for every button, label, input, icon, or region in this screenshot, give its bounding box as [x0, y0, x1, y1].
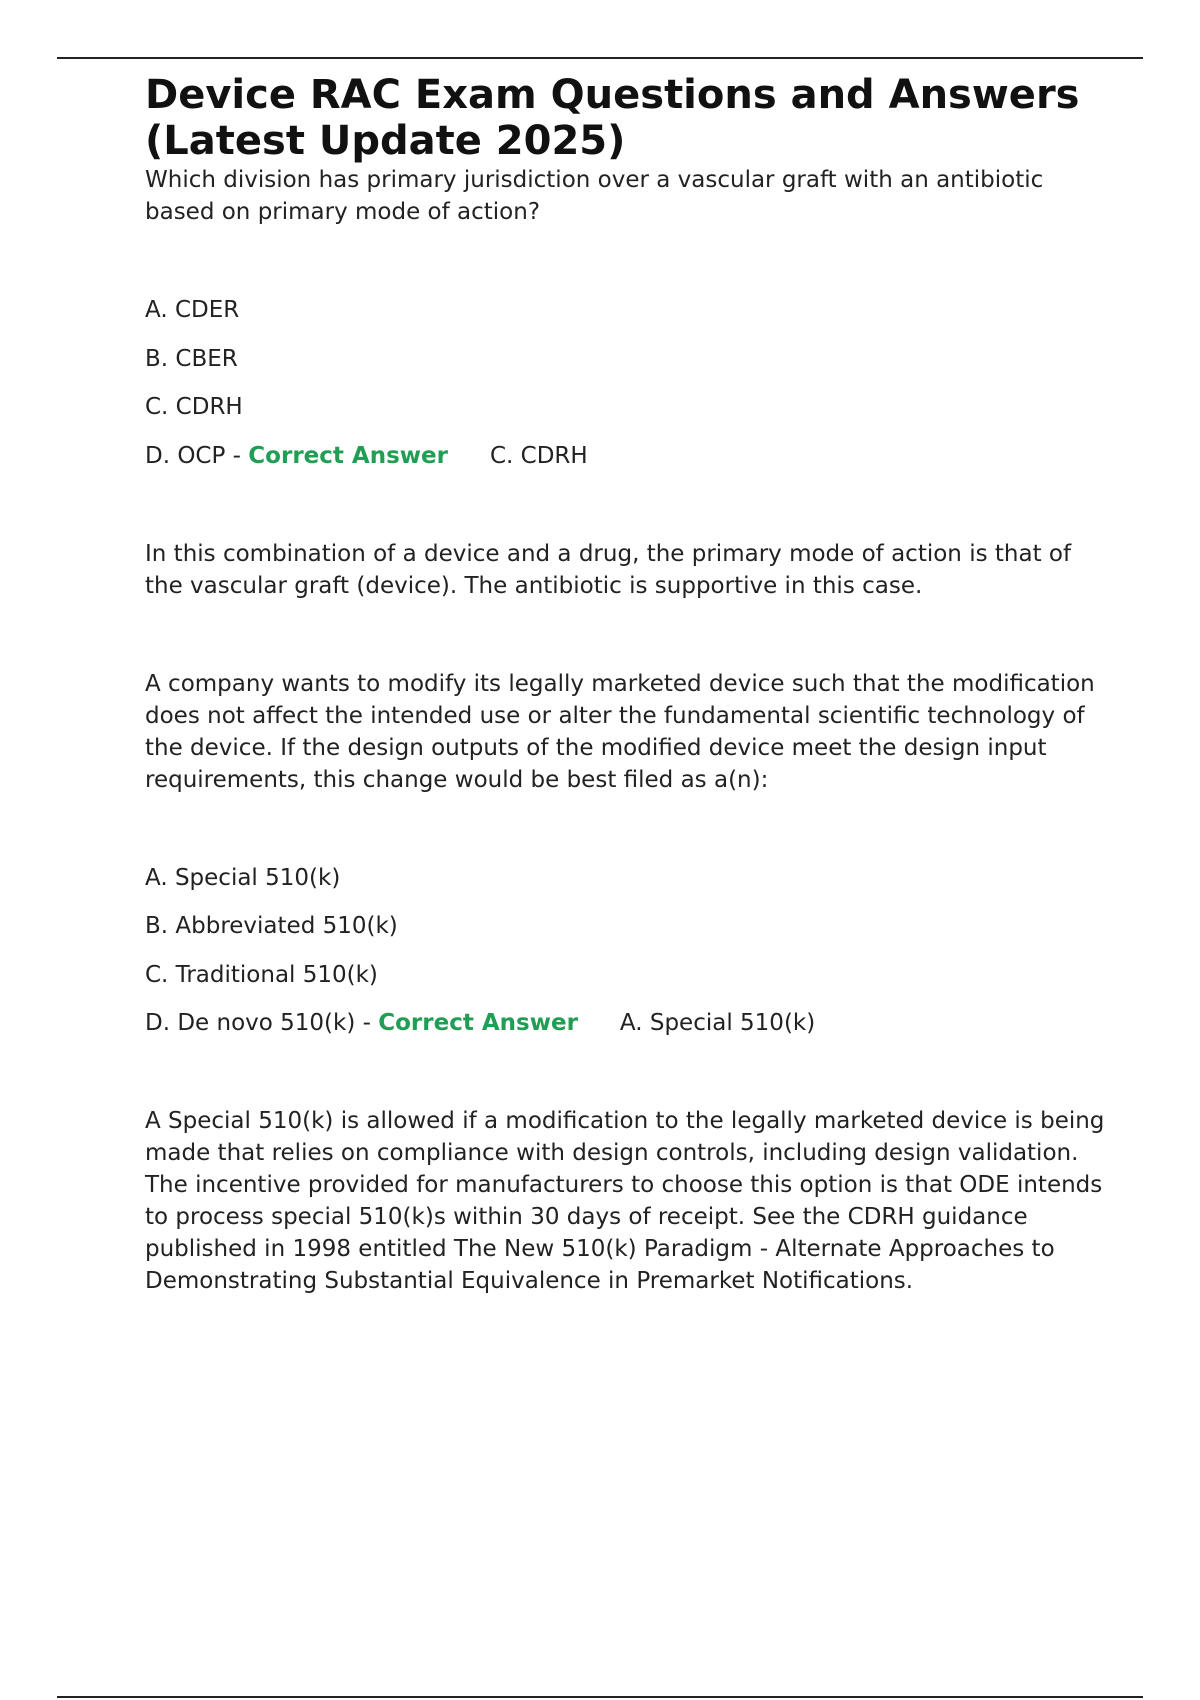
question-2 — [145, 668, 1105, 1298]
option-a — [145, 862, 1105, 894]
option-text: A. CDER — [145, 297, 240, 323]
question-prompt: Which division has primary jurisdiction over a vascular graft with an antibiotic based on primary mode of action? — [145, 167, 1044, 225]
option-text: D. OCP - — [145, 442, 241, 469]
option-d — [145, 1007, 1105, 1039]
option-b — [145, 910, 1105, 942]
option-list — [145, 294, 1105, 472]
option-a — [145, 294, 1105, 326]
answer-explanation: A Special 510(k) is allowed if a modification to the legally marketed device is being made that relies on compliance with design controls, including design validation. The incentive provided for manufacturers to choose this option is that ODE intends to process special 510(k)s within 30 days of receipt. See the CDRH guidance published in 1998 entitled The New 510(k) Paradigm - Alternate Approaches to Demonstrating Substantial Equivalence in Premarket Notifications. — [145, 1108, 1105, 1294]
option-text: C. CDRH — [145, 394, 243, 420]
option-text: C. Traditional 510(k) — [145, 961, 378, 988]
top-rule — [57, 57, 1143, 59]
answer-value: C. CDRH — [489, 442, 588, 469]
option-list — [145, 862, 1105, 1040]
answer-explanation: In this combination of a device and a drug, the primary mode of action is that of the vascular graft (device). The antibiotic is supportive in this case. — [145, 540, 1072, 599]
document-body — [145, 72, 1105, 1297]
option-b — [145, 343, 1105, 375]
question-1 — [145, 164, 1105, 602]
option-text: B. Abbreviated 510(k) — [145, 913, 398, 939]
bottom-rule — [57, 1696, 1143, 1698]
option-c — [145, 391, 1105, 423]
option-d — [145, 440, 1105, 472]
option-c — [145, 959, 1105, 991]
document-title: Device RAC Exam Questions and Answers (Latest Update 2025) — [145, 72, 1080, 164]
option-text: A. Special 510(k) — [145, 864, 341, 891]
correct-answer-label: Correct Answer — [248, 442, 448, 469]
question-prompt: A company wants to modify its legally marketed device such that the modification does not affect the intended use or alter the fundamental scientific technology of the device. If the design outputs of the modified device meet the design input requirements, this change would be best filed as a(n): — [145, 670, 1095, 793]
answer-value: A. Special 510(k) — [619, 1010, 816, 1036]
option-text: D. De novo 510(k) - — [145, 1010, 371, 1036]
correct-answer-label: Correct Answer — [378, 1010, 578, 1036]
option-text: B. CBER — [145, 345, 238, 372]
